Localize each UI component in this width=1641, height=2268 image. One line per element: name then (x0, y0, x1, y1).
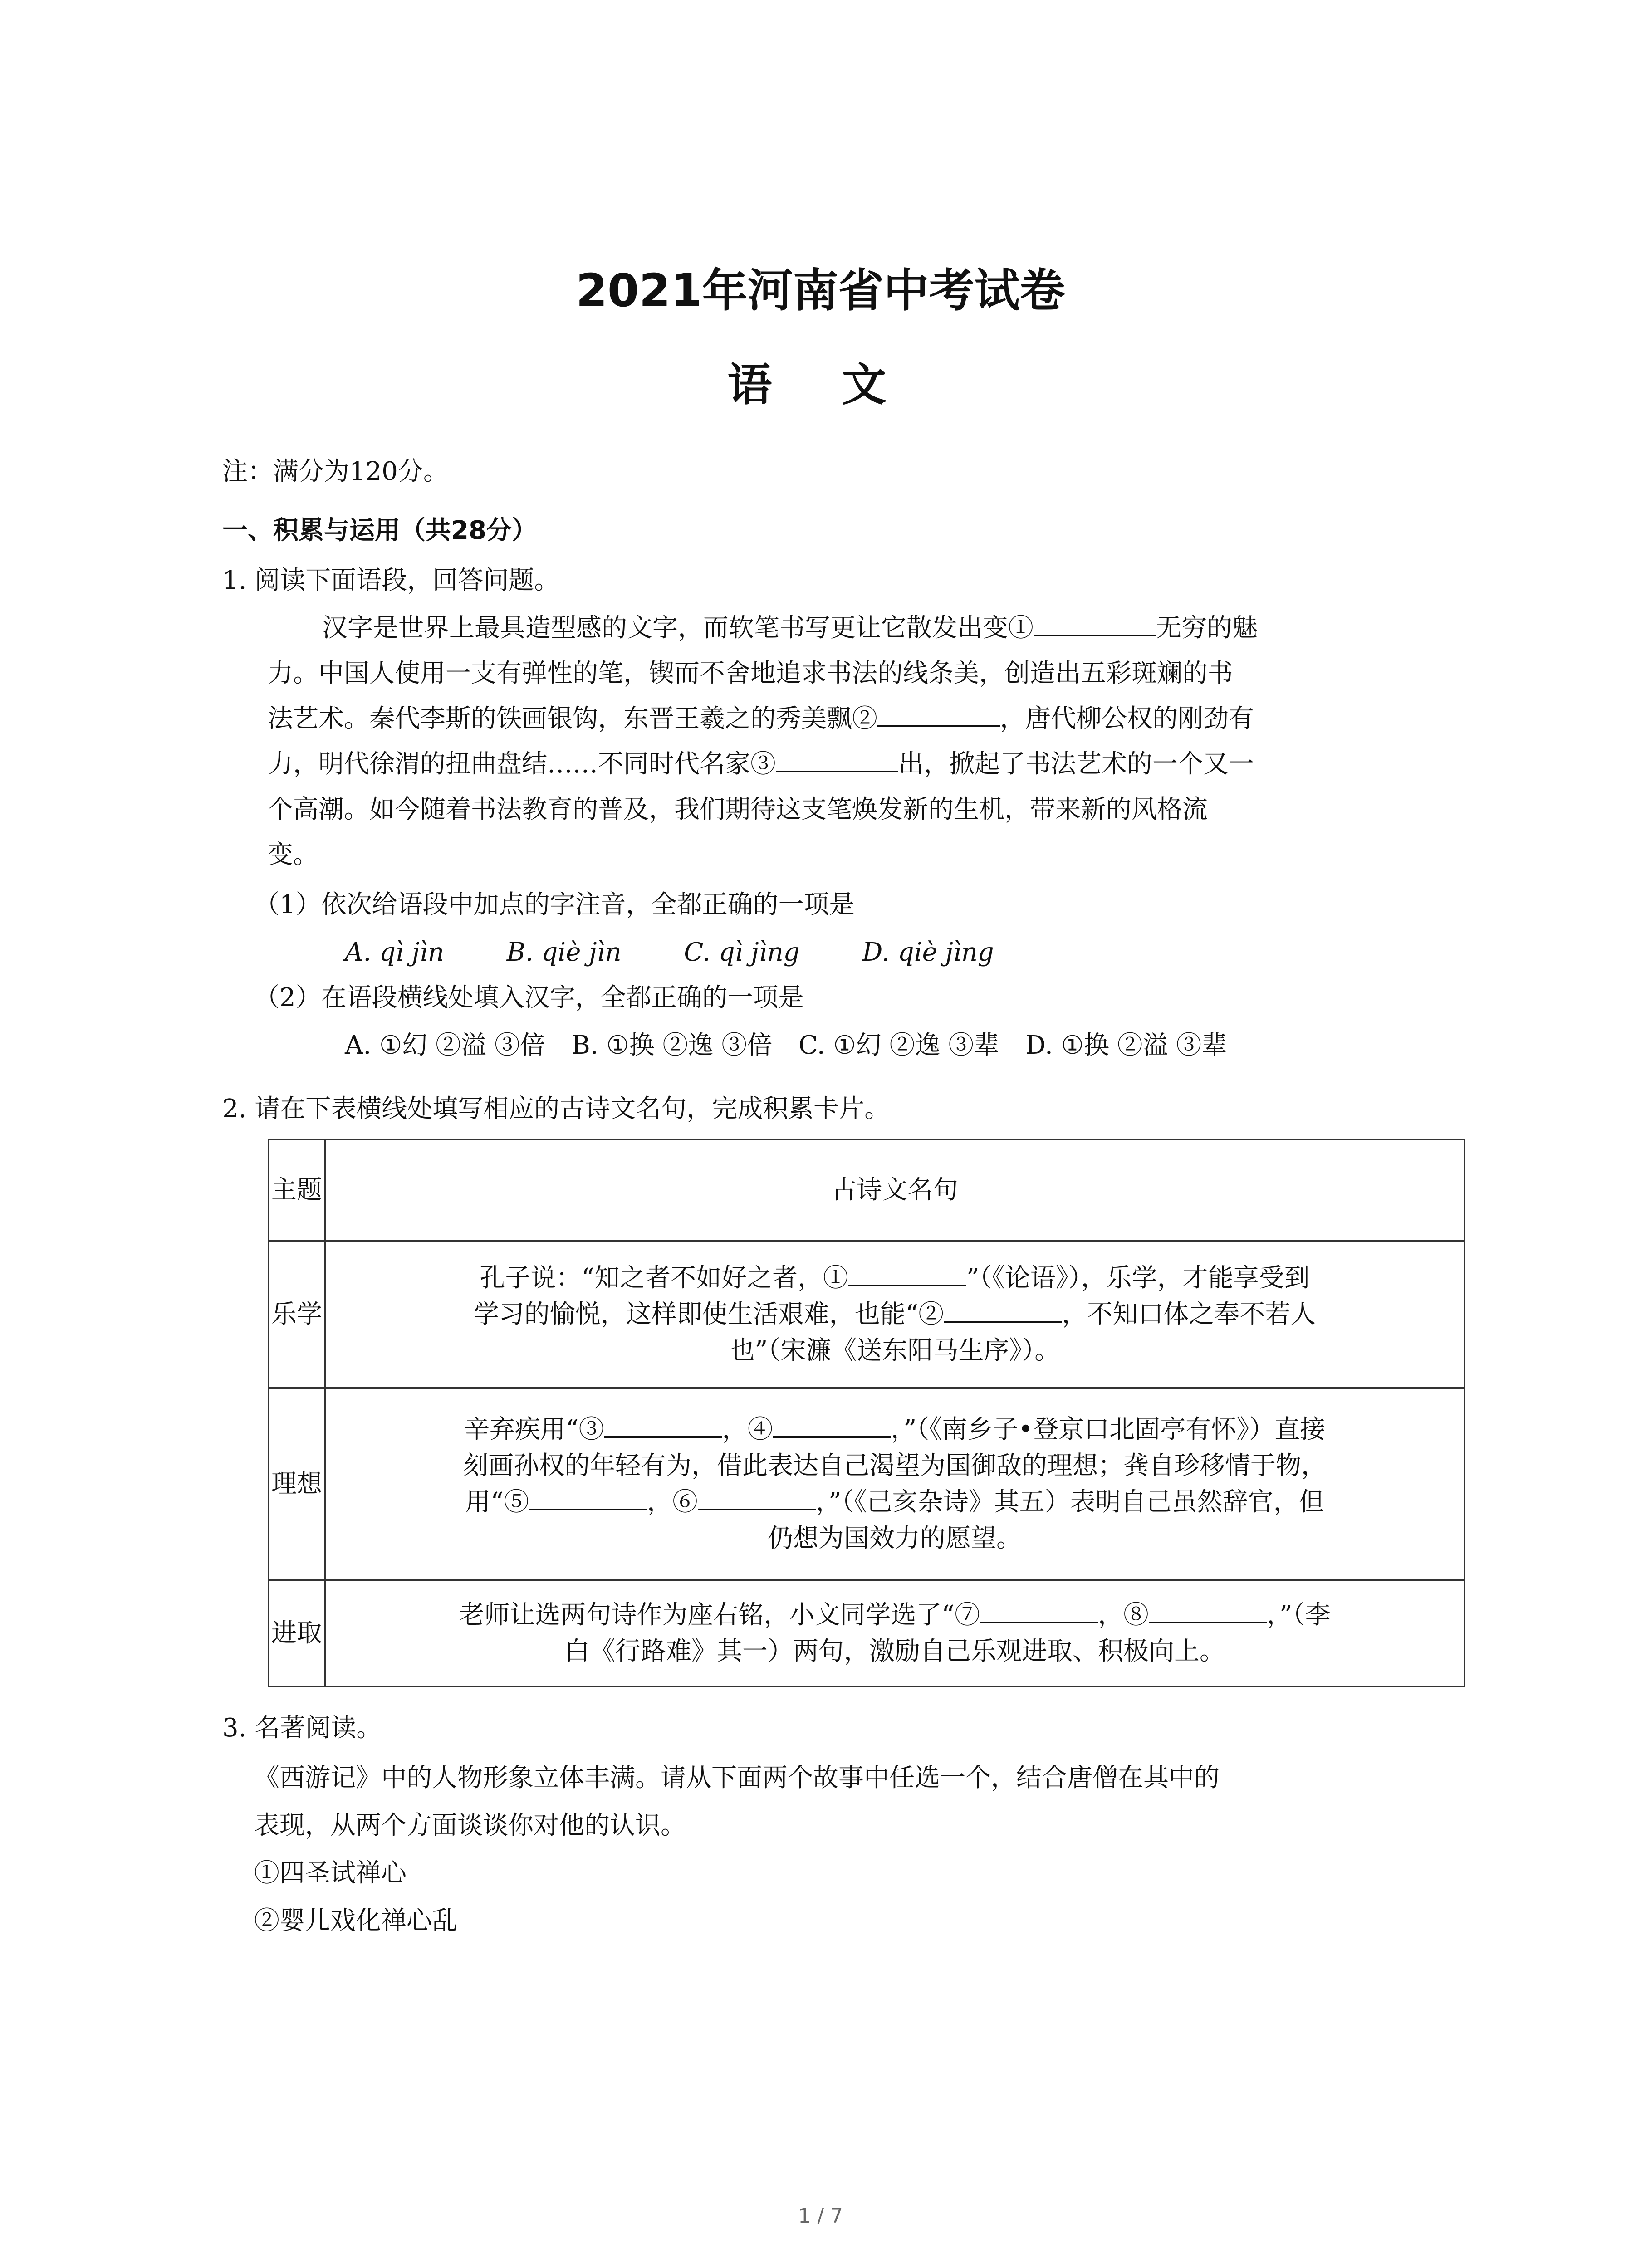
poetry-card-table (268, 1139, 1465, 1687)
q1-sub2-option-b: B. ①换 ②逸 ③倍 (571, 1031, 773, 1060)
row-theme-cell: 理想 (269, 1388, 325, 1580)
score-note: 注：满分为120分。 (222, 457, 449, 486)
q1-sub1-option-d: D. qiè jìng (862, 938, 994, 967)
q2-stem: 2. 请在下表横线处填写相应的古诗文名句，完成积累卡片。 (222, 1094, 890, 1124)
q2-blank-2 (944, 1297, 1062, 1323)
q1-para-line-6: 变。 (268, 840, 318, 870)
page-title: 2021年河南省中考试卷 (576, 264, 1065, 317)
q1-sub1-option-a: A. qì jìn (345, 938, 444, 967)
row-theme-cell: 乐学 (269, 1241, 325, 1388)
page-number: 1 / 7 (798, 2204, 843, 2228)
q1-sub2-option-c: C. ①幻 ②逸 ③辈 (798, 1031, 999, 1060)
q1-para-line-5: 个高潮。如今随着书法教育的普及，我们期待这支笔焕发新的生机，带来新的风格流 (268, 795, 1208, 824)
q1-stem: 1. 阅读下面语段，回答问题。 (222, 566, 560, 595)
table-header-row (269, 1139, 1465, 1241)
q1-blank-1 (1034, 611, 1156, 636)
subject-title: 语 文 (727, 359, 914, 411)
row-content-cell: 老师让选两句诗作为座右铭，小文同学选了“⑦ ，⑧ ，”（李 白《行路难》其一）两句，激励自己乐观进取、积极向上。 (325, 1580, 1465, 1686)
q1-sub2-option-d: D. ①换 ②溢 ③辈 (1025, 1031, 1227, 1060)
q2-blank-8 (1149, 1598, 1267, 1623)
header-theme-cell: 主题 (269, 1139, 325, 1241)
q1-para-line-3: 法艺术。秦代李斯的铁画银钩，东晋王羲之的秀美飘② ，唐代柳公权的刚劲有 (268, 701, 1254, 737)
q3-stem: 3. 名著阅读。 (222, 1713, 382, 1743)
q2-blank-3 (604, 1413, 722, 1438)
q2-blank-5 (529, 1485, 647, 1510)
q1-para-line-1: 汉字是世界上最具造型感的文字，而软笔书写更让它散发出变① 无穷的魅 (322, 610, 1258, 646)
q3-line-2: 表现，从两个方面谈谈你对他的认识。 (254, 1811, 686, 1840)
q3-option-2: ②婴儿戏化禅心乱 (254, 1906, 457, 1936)
q2-blank-6 (698, 1485, 816, 1510)
q1-para-line-2: 力。中国人使用一支有弹性的笔，锲而不舍地追求书法的线条美，创造出五彩斑斓的书 (268, 659, 1233, 688)
q2-blank-1 (848, 1261, 966, 1286)
table-row (269, 1241, 1465, 1388)
q3-option-1: ①四圣试禅心 (254, 1858, 407, 1888)
q1-sub1-option-b: B. qiè jìn (506, 938, 622, 967)
row-content-cell: 辛弃疾用“③ ，④ ，”（《南乡子•登京口北固亭有怀》）直接 刻画孙权的年轻有为，借此表达自己渴望为国御敌的理想；龚自珍移情于物， 用“⑤ ，⑥ ，”（《己亥杂诗》其五）表明自己虽然辞官，但 仍想为国效力的愿望。 (325, 1388, 1465, 1580)
q3-line-1: 《西游记》中的人物形象立体丰满。请从下面两个故事中任选一个，结合唐僧在其中的 (254, 1763, 1220, 1793)
row-theme-cell: 进取 (269, 1580, 325, 1686)
section-heading: 一、积累与运用（共28分） (222, 516, 537, 545)
row-content-cell: 孔子说：“知之者不如好之者，① ”（《论语》），乐学，才能享受到 学习的愉悦，这样即使生活艰难，也能“② ，不知口体之奉不若人 也”（宋濂《送东阳马生序》）。 (325, 1241, 1465, 1388)
q1-para-line-4: 力，明代徐渭的扭曲盘结……不同时代名家③ 出，掀起了书法艺术的一个又一 (268, 746, 1254, 782)
table-row (269, 1388, 1465, 1580)
q1-sub1: （1）依次给语段中加点的字注音，全都正确的一项是 (254, 890, 855, 919)
q2-blank-7 (980, 1598, 1098, 1623)
q1-sub2: （2）在语段横线处填入汉字，全都正确的一项是 (254, 983, 804, 1012)
table-row (269, 1580, 1465, 1686)
q1-sub1-option-c: C. qì jìng (684, 938, 800, 967)
q1-sub1-options (345, 934, 1048, 971)
q1-sub2-option-a: A. ①幻 ②溢 ③倍 (345, 1031, 545, 1060)
q1-blank-3 (776, 747, 898, 772)
q1-blank-2 (877, 702, 1000, 727)
q2-blank-4 (773, 1413, 891, 1438)
header-content-cell: 古诗文名句 (325, 1139, 1465, 1241)
q1-sub2-options (345, 1027, 1245, 1064)
